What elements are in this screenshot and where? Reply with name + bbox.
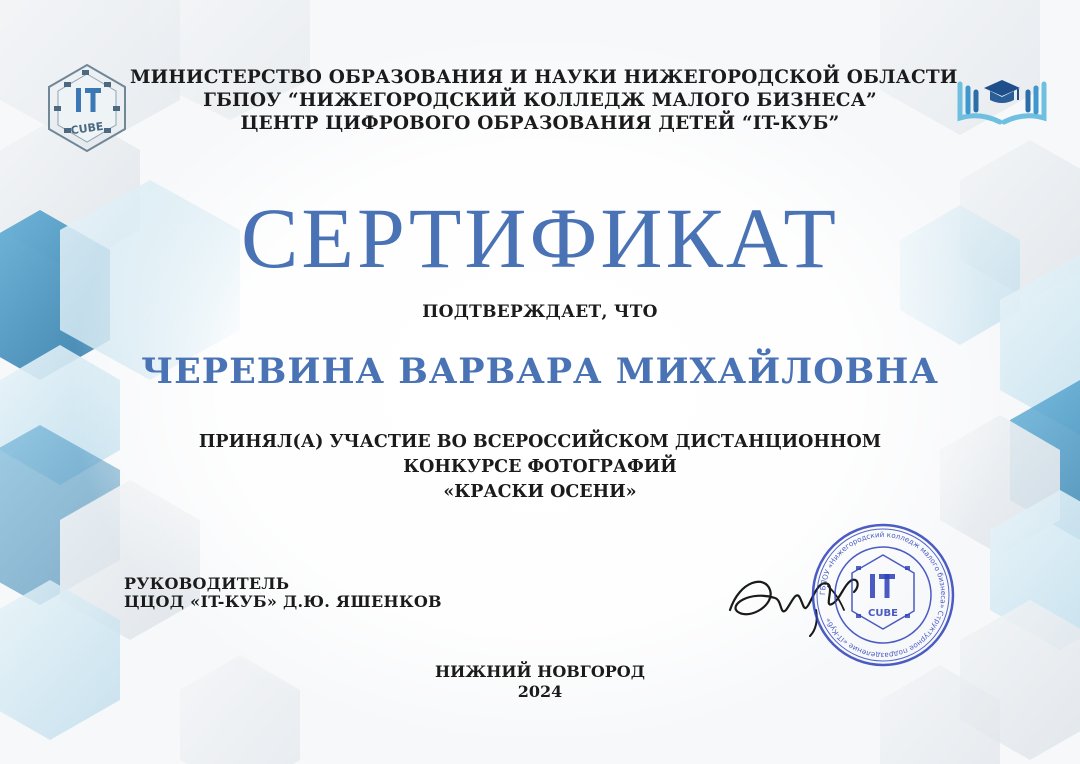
graduation-book-logo	[952, 66, 1052, 136]
signer-block	[124, 575, 442, 611]
ministry-line: МИНИСТЕРСТВО ОБРАЗОВАНИЯ И НАУКИ НИЖЕГОРОДСКОЙ ОБЛАСТИ	[130, 67, 958, 88]
signer-name: ЦЦОД «IT-КУБ» Д.Ю. ЯШЕНКОВ	[124, 592, 442, 611]
participation-text	[160, 430, 920, 505]
it-cube-logo	[42, 62, 132, 152]
college-line: ГБПОУ “НИЖЕГОРОДСКИЙ КОЛЛЕДЖ МАЛОГО БИЗНЕСА”	[203, 90, 877, 111]
svg-text:ГБПОУ «Нижегородский колледж м	[818, 530, 948, 660]
signer-position: РУКОВОДИТЕЛЬ	[124, 574, 290, 593]
official-stamp	[810, 522, 956, 668]
certificate-title: СЕРТИФИКАТ	[241, 190, 839, 286]
stamp-cube-text: CUBE	[868, 608, 898, 619]
year: 2024	[517, 682, 563, 701]
institution-header	[130, 66, 958, 135]
participation-line-2: КОНКУРСЕ ФОТОГРАФИЙ	[403, 457, 677, 477]
center-line: ЦЕНТР ЦИФРОВОГО ОБРАЗОВАНИЯ ДЕТЕЙ “IT-КУБ”	[240, 113, 840, 134]
confirms-text: ПОДТВЕРЖДАЕТ, ЧТО	[422, 302, 658, 322]
footer	[340, 662, 740, 702]
city: НИЖНИЙ НОВГОРОД	[435, 662, 645, 681]
participation-line-1: ПРИНЯЛ(А) УЧАСТИЕ ВО ВСЕРОССИЙСКОМ ДИСТАНЦИОННОМ	[198, 432, 882, 452]
logo-cube-text: CUBE	[69, 119, 105, 138]
stamp-ring-text: ГБПОУ «Нижегородский колледж малого бизнеса» Структурное подразделение «IT-Куб»	[817, 529, 949, 661]
contest-name: «КРАСКИ ОСЕНИ»	[443, 482, 637, 502]
recipient-name: ЧЕРЕВИНА ВАРВАРА МИХАЙЛОВНА	[141, 351, 939, 392]
